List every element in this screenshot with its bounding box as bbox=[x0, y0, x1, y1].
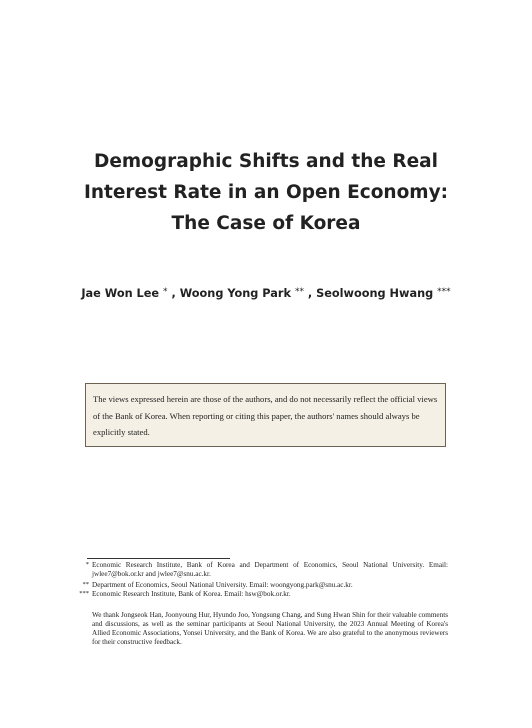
paper-title bbox=[0, 146, 532, 239]
author-separator: , bbox=[167, 287, 180, 300]
disclaimer-box bbox=[85, 383, 446, 447]
footnote-text: Economic Research Institute, Bank of Korea and Department of Economics, Seoul National University. Email: jwlee7@bok.or.kr and jwlee7@snu.ac.kr. bbox=[92, 561, 448, 578]
footnote-mark: * bbox=[85, 561, 89, 568]
author-name: Jae Won Lee bbox=[81, 287, 160, 300]
title-line-1: Demographic Shifts and the Real bbox=[93, 151, 439, 172]
acknowledgment: We thank Jongseok Han, Joonyoung Hur, Hyundo Joo, Yongsung Chang, and Sung Hwan Shin for their valuable comments and discussions, as well as the seminar participants at Seoul National University, the 2023 Annual Meeting of Korea's Allied Economic Associations, Yonsei University, and the Bank of Korea. We are also grateful to the anonymous reviewers for their constructive feedback. bbox=[92, 611, 448, 646]
title-line-2: Interest Rate in an Open Economy: bbox=[83, 182, 449, 203]
footnote bbox=[82, 581, 448, 590]
footnote-text: Department of Economics, Seoul National University. Email: woongyong.park@snu.ac.kr. bbox=[92, 581, 353, 589]
footnote-rule bbox=[87, 558, 230, 559]
author-list bbox=[0, 287, 532, 300]
footnote-text: Economic Research Institute, Bank of Korea. Email: hsw@bok.or.kr. bbox=[92, 590, 291, 598]
author-name: Seolwoong Hwang bbox=[316, 287, 434, 300]
footnote-mark: *** bbox=[79, 590, 89, 597]
footnote bbox=[85, 561, 448, 579]
title-line-3: The Case of Korea bbox=[171, 213, 361, 234]
author-mark: *** bbox=[437, 287, 451, 297]
footnote-mark: ** bbox=[82, 581, 89, 588]
author-mark: * bbox=[163, 287, 168, 297]
author-mark: ** bbox=[294, 287, 304, 297]
author-name: Woong Yong Park bbox=[179, 287, 291, 300]
footnote bbox=[79, 590, 448, 599]
disclaimer-text: The views expressed herein are those of the authors, and do not necessarily reflect the official views of the Bank of Korea. When reporting or citing this paper, the authors' names should always be explicitly stated. bbox=[93, 394, 438, 437]
author-separator: , bbox=[303, 287, 317, 300]
